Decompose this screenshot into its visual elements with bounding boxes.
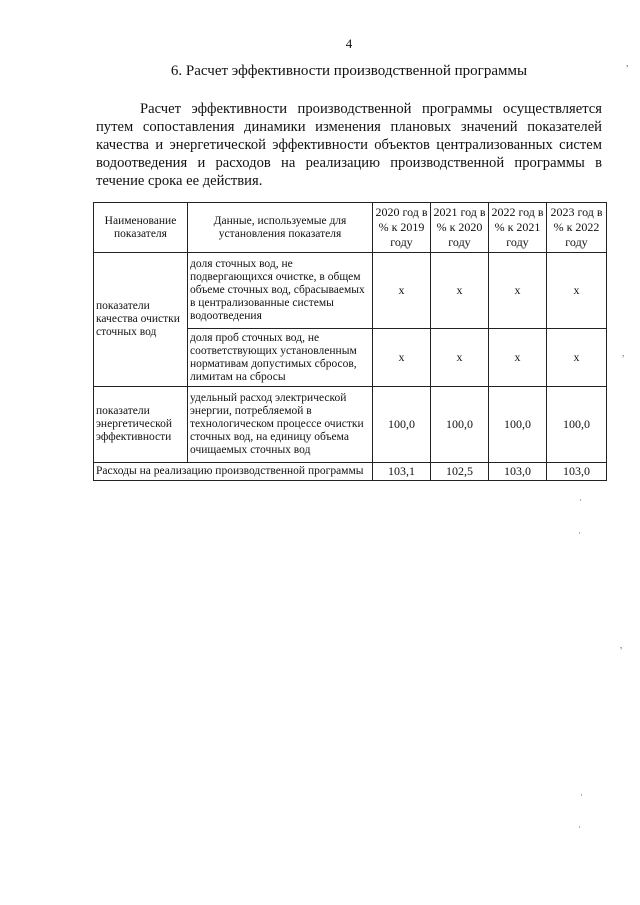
total-value-cell: 102,5 — [431, 463, 489, 481]
scan-speck: , — [622, 348, 625, 358]
value-cell: 100,0 — [547, 387, 607, 463]
table-header-row — [94, 203, 607, 253]
header-indicator-name: Наименование показателя — [94, 203, 188, 253]
header-data-used: Данные, используемые для установления показателя — [188, 203, 373, 253]
value-cell: x — [489, 329, 547, 387]
header-year-2020: 2020 год в % к 2019 году — [373, 203, 431, 253]
data-description: доля проб сточных вод, не соответствующих установленным нормативам допустимых сбросов, лимитам на сбросы — [188, 329, 373, 387]
scan-speck: , — [620, 640, 623, 650]
data-description: доля сточных вод, не подвергающихся очистке, в общем объеме сточных вод, сбрасываемых в централизованные системы водоотведения — [188, 253, 373, 329]
value-cell: x — [489, 253, 547, 329]
scan-speck: · — [580, 790, 583, 800]
total-value-cell: 103,0 — [547, 463, 607, 481]
group-label-energy: показатели энергетической эффективности — [94, 387, 188, 463]
value-cell: 100,0 — [373, 387, 431, 463]
table-row — [94, 253, 607, 329]
total-value-cell: 103,0 — [489, 463, 547, 481]
indicators-table — [93, 202, 607, 481]
total-label: Расходы на реализацию производственной программы — [94, 463, 373, 481]
scan-speck: · — [578, 822, 581, 832]
value-cell: 100,0 — [489, 387, 547, 463]
value-cell: 100,0 — [431, 387, 489, 463]
group-label-quality: показатели качества очистки сточных вод — [94, 253, 188, 387]
intro-paragraph: Расчет эффективности производственной программы осуществляется путем сопоставления динамики изменения плановых значений показателей качества и энергетической эффективности объектов централизованных систем водоотведения и расходов на реализацию производственной программы в течение срока ее действия. — [96, 101, 602, 189]
total-value-cell: 103,1 — [373, 463, 431, 481]
value-cell: x — [373, 329, 431, 387]
value-cell: x — [431, 253, 489, 329]
scan-speck: · — [578, 528, 581, 538]
header-year-2023: 2023 год в % к 2022 году — [547, 203, 607, 253]
section-heading: 6. Расчет эффективности производственной программы — [170, 63, 528, 79]
value-cell: x — [547, 253, 607, 329]
scan-speck: , — [626, 58, 629, 68]
value-cell: x — [547, 329, 607, 387]
value-cell: x — [431, 329, 489, 387]
value-cell: x — [373, 253, 431, 329]
header-year-2021: 2021 год в % к 2020 году — [431, 203, 489, 253]
scan-speck: · — [579, 495, 582, 505]
header-year-2022: 2022 год в % к 2021 году — [489, 203, 547, 253]
table-row — [94, 387, 607, 463]
page-number: 4 — [345, 36, 353, 51]
table-total-row — [94, 463, 607, 481]
data-description: удельный расход электрической энергии, потребляемой в технологическом процессе очистки сточных вод, на единицу объема очищаемых сточных вод — [188, 387, 373, 463]
